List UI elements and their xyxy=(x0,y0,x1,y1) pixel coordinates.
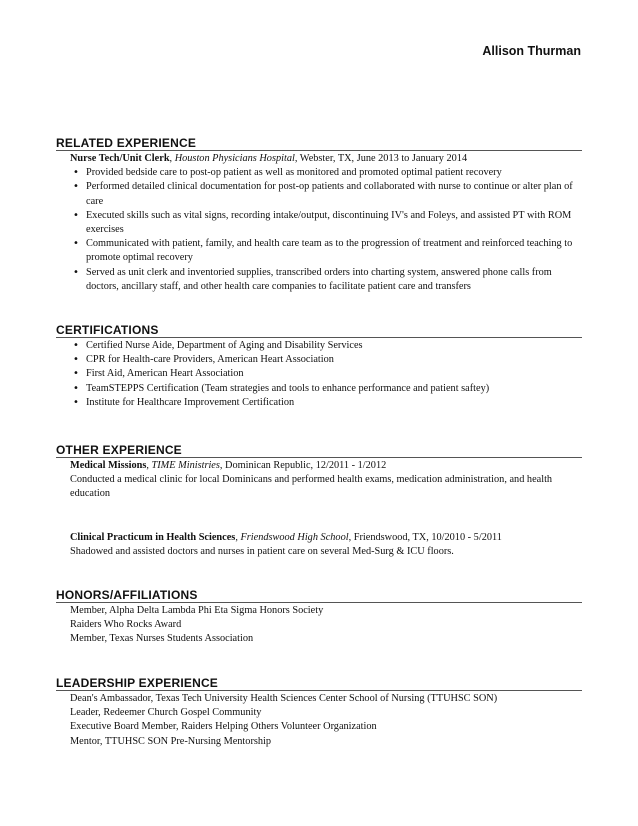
list-item: Dean's Ambassador, Texas Tech University Health Sciences Center School of Nursing (TTUHSC SON) xyxy=(70,693,498,704)
entry-heading: Clinical Practicum in Health Sciences, Friendswood High School, Friendswood, TX, 10/2010 - 5/2011 xyxy=(70,531,502,543)
list-item: Mentor, TTUHSC SON Pre-Nursing Mentorship xyxy=(70,735,272,747)
candidate-name: Allison Thurman xyxy=(482,44,581,58)
section-honors-affiliations xyxy=(56,588,582,647)
section-title: HONORS/AFFILIATIONS xyxy=(56,588,582,603)
section-title: OTHER EXPERIENCE xyxy=(56,443,582,458)
list-item: • First Aid, American Heart Association xyxy=(70,367,582,381)
job-role: Clinical Practicum in Health Sciences xyxy=(70,531,236,543)
list-item: Member, Alpha Delta Lambda Phi Eta Sigma Honors Society xyxy=(70,605,324,616)
list-item: • Institute for Healthcare Improvement Certification xyxy=(70,396,582,410)
section-other-experience xyxy=(56,443,582,559)
experience-entry xyxy=(70,531,582,559)
list-item: Member, Texas Nurses Students Association xyxy=(70,633,254,645)
list-item: Raiders Who Rocks Award xyxy=(70,619,182,631)
list-item: • Communicated with patient, family, and health care team as to the progression of treatment and reinforced teaching to promote optimal recovery xyxy=(70,237,582,265)
list-item: • CPR for Health-care Providers, American Heart Association xyxy=(70,353,582,367)
list-item: Executive Board Member, Raiders Helping Others Volunteer Organization xyxy=(70,721,377,733)
job-role: Nurse Tech/Unit Clerk xyxy=(70,153,170,164)
job-details: , Friendswood, TX, 10/2010 - 5/2011 xyxy=(348,531,502,543)
entry-description: Shadowed and assisted doctors and nurses in patient care on several Med-Surg & ICU floors. xyxy=(70,545,454,557)
entry-heading: Nurse Tech/Unit Clerk, Houston Physicians Hospital, Webster, TX, June 2013 to January 2014 xyxy=(70,153,468,164)
section-title: RELATED EXPERIENCE xyxy=(56,136,582,151)
list-item: • Served as unit clerk and inventoried supplies, transcribed orders into charting system, answered phone calls from doctors, ancillary staff, and other health care companies to facilitate patient care and transfers xyxy=(70,266,582,294)
employer: Friendswood High School xyxy=(240,531,349,543)
bullet-list xyxy=(70,339,582,410)
list-item: • Performed detailed clinical documentation for post-op patients and collaborated with nurse to continue or alter plan of care xyxy=(70,180,582,208)
entry-heading: Medical Missions, TIME Ministries, Dominican Republic, 12/2011 - 1/2012 xyxy=(70,460,387,471)
experience-entry xyxy=(70,459,582,502)
list-item: • Certified Nurse Aide, Department of Aging and Disability Services xyxy=(70,339,582,353)
section-title: LEADERSHIP EXPERIENCE xyxy=(56,676,582,691)
job-details: , Dominican Republic, 12/2011 - 1/2012 xyxy=(219,460,387,471)
list-item: • Executed skills such as vital signs, recording intake/output, discontinuing IV's and Foleys, and assisted PT with ROM exercises xyxy=(70,209,582,237)
list-item: • Provided bedside care to post-op patient as well as monitored and promoted optimal patient recovery xyxy=(70,166,582,180)
employer: TIME Ministries xyxy=(151,460,220,471)
section-title: CERTIFICATIONS xyxy=(56,323,582,338)
job-details: , Webster, TX, June 2013 to January 2014 xyxy=(294,153,468,164)
list-item: Leader, Redeemer Church Gospel Community xyxy=(70,707,262,719)
entry-description: Conducted a medical clinic for local Dominicans and performed health exams, medication administration, and health education xyxy=(70,474,553,500)
section-related-experience xyxy=(56,136,582,294)
section-certifications xyxy=(56,323,582,410)
bullet-list xyxy=(70,166,582,294)
job-role: Medical Missions xyxy=(70,460,147,471)
section-leadership-experience xyxy=(56,676,582,749)
list-item: • TeamSTEPPS Certification (Team strategies and tools to enhance performance and patient saftey) xyxy=(70,382,582,396)
employer: Houston Physicians Hospital xyxy=(174,153,295,164)
